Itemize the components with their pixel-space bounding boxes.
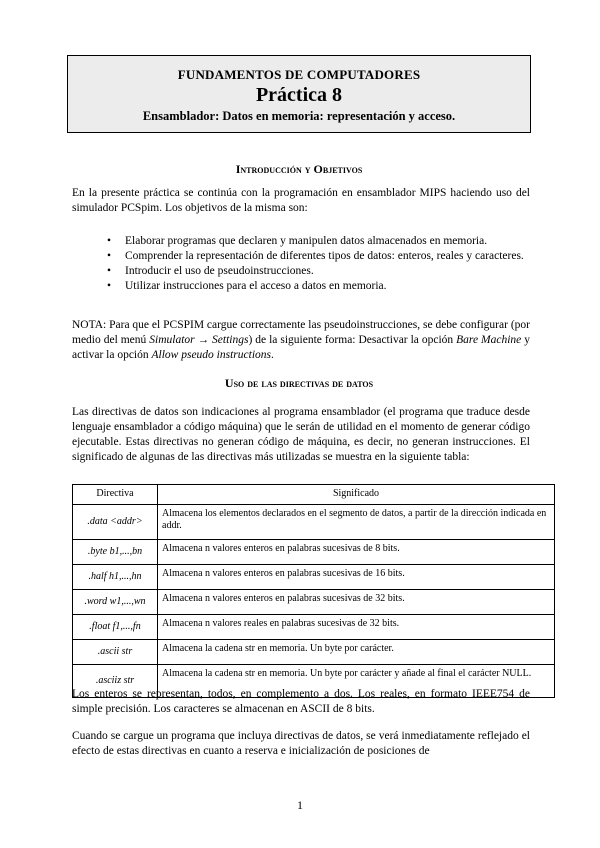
note-text: NOTA: Para que el PCSPIM cargue correctamente las pseudoinstrucciones, se debe configurar (por medio del menú bbox=[72, 319, 530, 346]
note-text: . bbox=[271, 349, 274, 361]
directives-table bbox=[72, 484, 555, 698]
list-item bbox=[107, 234, 531, 248]
note-paragraph bbox=[72, 318, 530, 363]
directives-paragraph: Las directivas de datos son indicaciones al programa ensamblador (el programa que traduce desde lenguaje ensamblador a código máquina) que le serán de utilidad en el momento de generar código ejecutable. Estas directivas no generan código de máquina, es decir, no generan instrucciones. El significado de algunas de las directivas más utilizadas se muestra en la siguiente tabla: bbox=[72, 406, 530, 463]
note-option-pseudo: Allow pseudo instructions bbox=[151, 349, 271, 361]
representation-paragraph: Los enteros se representan, todos, en complemento a dos. Los reales, en formato IEEE754 de simple precisión. Los caracteres se almacenan en ASCII de 8 bits. bbox=[72, 688, 530, 715]
objectives-list bbox=[107, 234, 531, 294]
table-row bbox=[73, 615, 555, 640]
bullet-text: Comprender la representación de diferentes tipos de datos: enteros, reales y caracteres. bbox=[125, 250, 524, 262]
bullet-icon: • bbox=[107, 250, 112, 262]
meaning-cell: Almacena la cadena str en memoria. Un byte por carácter. bbox=[158, 640, 555, 665]
directives-heading: Uso de las directivas de datos bbox=[224, 376, 374, 390]
directive-cell: .ascii str bbox=[73, 640, 158, 665]
directive-cell: .asciiz str bbox=[73, 665, 158, 698]
loading-paragraph: Cuando se cargue un programa que incluya directivas de datos, se verá inmediatamente reflejado el efecto de estas directivas en cuanto a reserva e inicialización de posiciones de bbox=[72, 730, 530, 757]
note-menu-path: Simulator → Settings bbox=[149, 334, 249, 346]
bullet-icon: • bbox=[107, 265, 112, 277]
page-number: 1 bbox=[297, 798, 303, 812]
meaning-cell: Almacena los elementos declarados en el segmento de datos, a partir de la dirección indicada en addr. bbox=[158, 505, 555, 540]
intro-heading: Introducción y Objetivos bbox=[235, 162, 363, 176]
meaning-cell: Almacena n valores enteros en palabras sucesivas de 32 bits. bbox=[158, 590, 555, 615]
bullet-text: Introducir el uso de pseudoinstrucciones. bbox=[125, 265, 314, 277]
meaning-cell: Almacena n valores enteros en palabras sucesivas de 8 bits. bbox=[158, 540, 555, 565]
list-item bbox=[107, 279, 531, 293]
table-row bbox=[73, 565, 555, 590]
directive-cell: .byte b1,...,bn bbox=[73, 540, 158, 565]
directive-cell: .data <addr> bbox=[73, 505, 158, 540]
meaning-cell: Almacena la cadena str en memoria. Un byte por carácter y añade al final el carácter NULL. bbox=[158, 665, 555, 698]
table-row bbox=[73, 540, 555, 565]
header-directiva: Directiva bbox=[73, 485, 158, 505]
directive-cell: .float f1,...,fn bbox=[73, 615, 158, 640]
title-box bbox=[67, 55, 531, 133]
bullet-text: Elaborar programas que declaren y manipulen datos almacenados en memoria. bbox=[125, 235, 488, 247]
intro-paragraph: En la presente práctica se continúa con la programación en ensamblador MIPS haciendo uso del simulador PCSpim. Los objetivos de la misma son: bbox=[72, 187, 530, 214]
directive-cell: .half h1,...,hn bbox=[73, 565, 158, 590]
header-significado: Significado bbox=[158, 485, 555, 505]
note-option-bare: Bare Machine bbox=[456, 334, 522, 346]
bullet-icon: • bbox=[107, 280, 112, 292]
bullet-text: Utilizar instrucciones para el acceso a datos en memoria. bbox=[125, 280, 387, 292]
list-item bbox=[107, 249, 531, 263]
table-row bbox=[73, 505, 555, 540]
list-item bbox=[107, 264, 531, 278]
note-text: ) de la siguiente forma: Desactivar la opción bbox=[248, 334, 457, 346]
note-text: y activar la opción bbox=[72, 334, 530, 361]
directive-cell: .word w1,...,wn bbox=[73, 590, 158, 615]
bullet-icon: • bbox=[107, 235, 112, 247]
practica-subtitle: Ensamblador: Datos en memoria: representación y acceso. bbox=[142, 109, 456, 123]
table-row bbox=[73, 590, 555, 615]
practica-title: Práctica 8 bbox=[255, 84, 343, 106]
meaning-cell: Almacena n valores reales en palabras sucesivas de 32 bits. bbox=[158, 615, 555, 640]
table-header-row bbox=[73, 485, 555, 505]
meaning-cell: Almacena n valores enteros en palabras sucesivas de 16 bits. bbox=[158, 565, 555, 590]
course-title: FUNDAMENTOS DE COMPUTADORES bbox=[177, 67, 421, 82]
table-row bbox=[73, 640, 555, 665]
